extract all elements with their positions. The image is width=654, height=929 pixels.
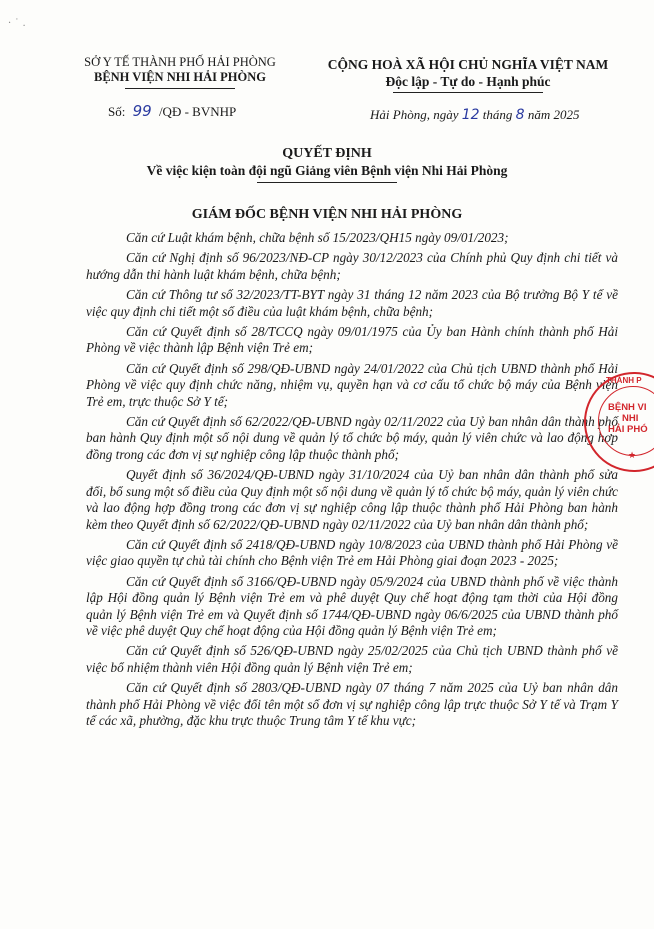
basis-paragraph: Căn cứ Quyết định số 62/2022/QĐ-UBND ngày 02/11/2022 của Uỷ ban nhân dân thành phố ban hành Quy định một số nội dung về quản lý tổ chức bộ máy, quản lý viên chức và lao động hợp đồng trong các đơn vị sự nghiệp công lập thuộc thành phố; xyxy=(86,414,618,462)
issuer-org: SỞ Y TẾ THÀNH PHỐ HẢI PHÒNG xyxy=(84,55,276,69)
year-text: năm 2025 xyxy=(527,107,580,122)
director-heading: GIÁM ĐỐC BỆNH VIỆN NHI HẢI PHÒNG xyxy=(191,207,463,222)
title-underline xyxy=(257,182,397,183)
national-motto: Độc lập - Tự do - Hạnh phúc xyxy=(385,74,551,89)
month-word: tháng xyxy=(482,107,513,122)
legal-basis-body xyxy=(86,230,618,733)
decision-subject: Về việc kiện toàn đội ngũ Giảng viên Bệnh viện Nhi Hải Phòng xyxy=(146,163,508,178)
seal-line: BỆNH VI xyxy=(608,402,647,413)
place-prefix: Hải Phòng, ngày xyxy=(370,107,459,122)
basis-paragraph: Căn cứ Nghị định số 96/2023/NĐ-CP ngày 30/12/2023 của Chính phủ Quy định chi tiết và hướng dẫn thi hành luật khám bệnh, chữa bệnh; xyxy=(86,250,618,282)
issuer-underline xyxy=(125,88,235,89)
handwritten-month: 8 xyxy=(515,107,525,123)
basis-paragraph: Căn cứ Quyết định số 28/TCCQ ngày 09/01/1975 của Ủy ban Hành chính thành phố Hải Phòng về việc thành lập Bệnh viện Trẻ em; xyxy=(86,324,618,356)
seal-line: HẢI PHÓ xyxy=(608,424,648,435)
national-header xyxy=(308,57,628,93)
decision-title xyxy=(0,145,654,183)
seal-star-icon: ★ xyxy=(628,450,637,460)
basis-paragraph: Căn cứ Quyết định số 2803/QĐ-UBND ngày 07 tháng 7 năm 2025 của Uỷ ban nhân dân thành phố Hải Phòng về việc đổi tên một số đơn vị sự nghiệp công lập trực thuộc Sở Y tế và Trạm Y tế các xã, phường, đặc khu trực thuộc Trung tâm Y tế khu vực; xyxy=(86,680,618,728)
national-name: CỘNG HOÀ XÃ HỘI CHỦ NGHĨA VIỆT NAM xyxy=(327,57,609,72)
seal-ring-text: THÀNH P xyxy=(606,376,642,385)
place-date xyxy=(370,107,579,123)
docno-prefix: Số: xyxy=(108,104,126,119)
basis-paragraph: Căn cứ Quyết định số 2418/QĐ-UBND ngày 10/8/2023 của UBND thành phố Hải Phòng về việc giao quyền tự chủ tài chính cho Bệnh viện Trẻ em Hải Phòng giai đoạn 2023 - 2025; xyxy=(86,536,618,569)
document-number xyxy=(108,102,236,120)
seal-line: NHI xyxy=(622,413,639,424)
issuer-hospital: BỆNH VIỆN NHI HẢI PHÒNG xyxy=(93,70,266,84)
basis-paragraph: Căn cứ Quyết định số 3166/QĐ-UBND ngày 05/9/2024 của UBND thành phố về việc thành lập Hội đồng quản lý Bệnh viện Trẻ em và phê duyệt Quy chế hoạt động tạm thời của Hội đồng quản lý Bệnh viện Trẻ em và Quyết định số 1744/QĐ-UBND ngày 06/6/2025 của UBND thành phố về việc phê duyệt Quy chế hoạt động của Hội đồng quản lý Bệnh viện Trẻ em; xyxy=(86,573,618,638)
basis-paragraph: Căn cứ Thông tư số 32/2023/TT-BYT ngày 31 tháng 12 năm 2023 của Bộ trưởng Bộ Y tế về việc quy định chi tiết một số điều của luật khám bệnh, chữa bệnh; xyxy=(86,287,618,319)
basis-paragraph: Căn cứ Quyết định số 298/QĐ-UBND ngày 24/01/2022 của Chủ tịch UBND thành phố Hải Phòng về việc quy định chức năng, nhiệm vụ, quyền hạn và cơ cấu tổ chức bộ máy của Bệnh viện Trẻ em, trực thuộc Sở Y tế; xyxy=(86,360,618,409)
basis-paragraph: Căn cứ Luật khám bệnh, chữa bệnh số 15/2023/QH15 ngày 09/01/2023; xyxy=(126,230,509,245)
motto-underline xyxy=(393,92,543,93)
issuer-header xyxy=(64,55,296,89)
scan-specks: · ˙ . xyxy=(8,18,26,29)
docno-suffix: /QĐ - BVNHP xyxy=(158,104,237,119)
docno-handwritten-number: 99 xyxy=(132,102,152,120)
decision-heading: QUYẾT ĐỊNH xyxy=(282,146,372,161)
handwritten-day: 12 xyxy=(461,107,480,123)
seal-center-text xyxy=(608,402,648,435)
basis-paragraph: Quyết định số 36/2024/QĐ-UBND ngày 31/10/2024 của Uỷ ban nhân dân thành phố sửa đổi, bổ sung một số điều của Quy định một số nội dung về quản lý tổ chức bộ máy, quản lý viên chức và lao động hợp đồng trong các đơn vị sự nghiệp công lập thuộc thành phố Hải Phòng ban hành kèm theo Quyết định số 62/2022/QĐ-UBND ngày 02/11/2022 của Uỷ ban nhân dân thành phố; xyxy=(86,467,618,532)
basis-paragraph: Căn cứ Quyết định số 526/QĐ-UBND ngày 25/02/2025 của Chủ tịch UBND thành phố về việc bổ nhiệm thành viên Hội đồng quản lý Bệnh viện Trẻ em; xyxy=(86,643,618,675)
